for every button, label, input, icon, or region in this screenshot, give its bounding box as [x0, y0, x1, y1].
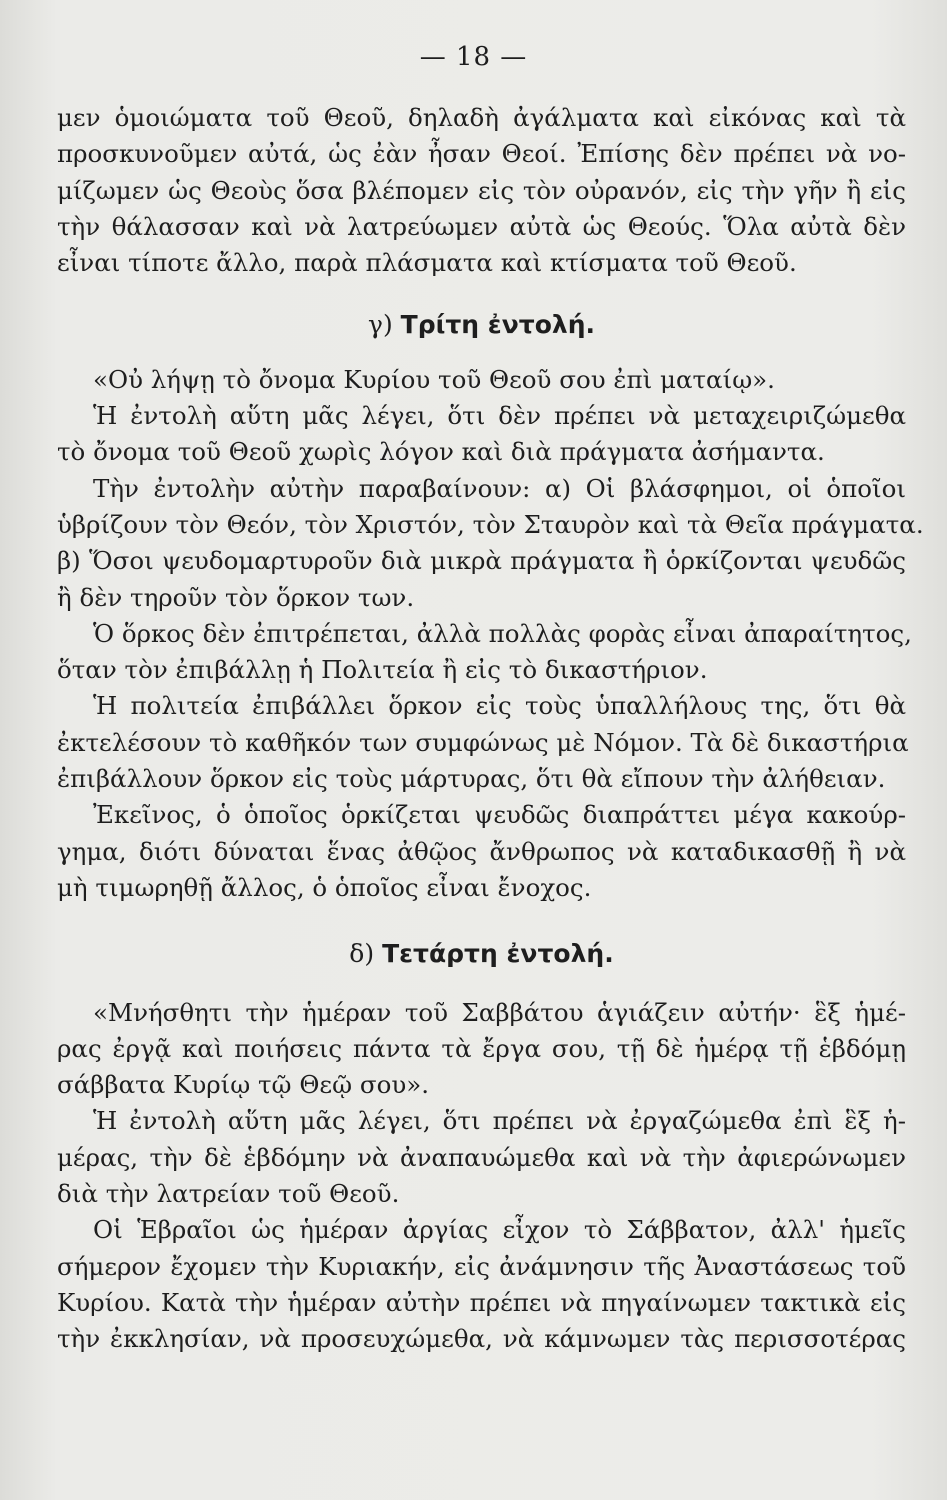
text-line: «Μνήσθητι τὴν ἡμέραν τοῦ Σαββάτου ἁγιάζειν αὐτήν· ἓξ ἡμέ- — [93, 997, 906, 1027]
paragraph-quote — [57, 362, 906, 398]
text-line: μέρας, τὴν δὲ ἑβδόμην νὰ ἀναπαυώμεθα καὶ νὰ τὴν ἀφιερώνωμεν — [57, 1142, 906, 1172]
text-line: Ἡ ἐντολὴ αὕτη μᾶς λέγει, ὅτι πρέπει νὰ ἐργαζώμεθα ἐπὶ ἓξ ἡ- — [93, 1106, 906, 1136]
paragraph-7 — [57, 797, 906, 906]
text-line: «Οὐ λήψῃ τὸ ὄνομα Κυρίου τοῦ Θεοῦ σου ἐπὶ ματαίῳ». — [93, 364, 775, 394]
text-line: τὴν ἐκκλησίαν, νὰ προσευχώμεθα, νὰ κάμνωμεν τὰς περισσοτέρας — [57, 1324, 906, 1354]
text-line: εἶναι τίποτε ἄλλο, παρὰ πλάσματα καὶ κτίσματα τοῦ Θεοῦ. — [57, 248, 797, 278]
text-line: Ὁ ὅρκος δὲν ἐπιτρέπεται, ἀλλὰ πολλὰς φορὰς εἶναι ἀπαραίτητος, — [93, 618, 912, 648]
text-line: ἐκτελέσουν τὸ καθῆκόν των συμφώνως μὲ Νόμον. Τὰ δὲ δικαστήρια — [57, 727, 909, 757]
heading-prefix: γ) — [368, 310, 393, 340]
text-line: μεν ὁμοιώματα τοῦ Θεοῦ, δηλαδὴ ἀγάλματα καὶ εἰκόνας καὶ τὰ — [57, 103, 906, 132]
text-line: ὑβρίζουν τὸν Θεόν, τὸν Χριστόν, τὸν Σταυρὸν καὶ τὰ Θεῖα πράγματα. — [57, 509, 924, 539]
paragraph-3 — [57, 398, 906, 471]
text-line: προσκυνοῦμεν αὐτά, ὡς ἐὰν ἦσαν Θεοί. Ἐπίσης δὲν πρέπει νὰ νο- — [57, 139, 906, 169]
text-line: Κυρίου. Κατὰ τὴν ἡμέραν αὐτὴν πρέπει νὰ πηγαίνωμεν τακτικὰ εἰς — [57, 1287, 906, 1317]
page-number: — 18 — — [419, 42, 528, 72]
text-line: Ἐκεῖνος, ὁ ὁποῖος ὁρκίζεται ψευδῶς διαπράττει μέγα κακούρ- — [93, 800, 906, 830]
paragraph-5 — [57, 616, 912, 689]
section-heading-fourth-commandment — [57, 936, 906, 972]
text-line: Ἡ πολιτεία ἐπιβάλλει ὅρκον εἰς τοὺς ὑπαλλήλους της, ὅτι θὰ — [93, 691, 906, 721]
heading-title: Τρίτη ἐντολή. — [400, 310, 595, 340]
text-line: Ἡ ἐντολὴ αὕτη μᾶς λέγει, ὅτι δὲν πρέπει νὰ μεταχειριζώμεθα — [93, 401, 906, 431]
text-line: σάββατα Κυρίῳ τῷ Θεῷ σου». — [57, 1070, 430, 1100]
text-line: ὅταν τὸν ἐπιβάλλῃ ἡ Πολιτεία ἢ εἰς τὸ δικαστήριον. — [57, 655, 708, 685]
text-line: Τὴν ἐντολὴν αὐτὴν παραβαίνουν: α) Οἱ βλάσφημοι, οἱ ὁποῖοι — [93, 473, 906, 503]
text-line: μὴ τιμωρηθῇ ἄλλος, ὁ ὁποῖος εἶναι ἔνοχος. — [57, 872, 592, 902]
paragraph-8 — [57, 995, 906, 1104]
paragraph-10 — [57, 1212, 906, 1357]
text-line: διὰ τὴν λατρείαν τοῦ Θεοῦ. — [57, 1179, 400, 1209]
section-heading-third-commandment — [57, 307, 906, 343]
paragraph-1 — [57, 100, 906, 281]
text-line: μίζωμεν ὡς Θεοὺς ὅσα βλέπομεν εἰς τὸν οὐρανόν, εἰς τὴν γῆν ἢ εἰς — [57, 175, 906, 205]
text-line: τὸ ὄνομα τοῦ Θεοῦ χωρὶς λόγον καὶ διὰ πράγματα ἀσήμαντα. — [57, 437, 825, 467]
paragraph-6 — [57, 688, 909, 797]
paragraph-4 — [57, 471, 924, 616]
text-line: ἐπιβάλλουν ὅρκον εἰς τοὺς μάρτυρας, ὅτι θὰ εἴπουν τὴν ἀλήθειαν. — [57, 764, 886, 794]
paragraph-9 — [57, 1103, 906, 1212]
text-line: ἢ δὲν τηροῦν τὸν ὅρκον των. — [57, 582, 415, 612]
page-text — [57, 100, 924, 1358]
text-line: ρας ἐργᾷ καὶ ποιήσεις πάντα τὰ ἔργα σου, τῇ δὲ ἡμέρᾳ τῇ ἑβδόμῃ — [57, 1033, 906, 1063]
heading-title: Τετάρτη ἐντολή. — [382, 939, 614, 969]
text-line: τὴν θάλασσαν καὶ νὰ λατρεύωμεν αὐτὰ ὡς Θεούς. Ὅλα αὐτὰ δὲν — [57, 211, 906, 241]
text-line: β) Ὅσοι ψευδομαρτυροῦν διὰ μικρὰ πράγματα ἢ ὁρκίζονται ψευδῶς — [57, 546, 906, 576]
heading-prefix: δ) — [349, 939, 375, 969]
text-line: Οἱ Ἑβραῖοι ὡς ἡμέραν ἀργίας εἶχον τὸ Σάββατον, ἀλλ' ἡμεῖς — [93, 1215, 906, 1245]
text-line: γημα, διότι δύναται ἕνας ἀθῷος ἄνθρωπος νὰ καταδικασθῇ ἢ νὰ — [57, 836, 906, 866]
text-line: σήμερον ἔχομεν τὴν Κυριακήν, εἰς ἀνάμνησιν τῆς Ἀναστάσεως τοῦ — [57, 1251, 906, 1281]
